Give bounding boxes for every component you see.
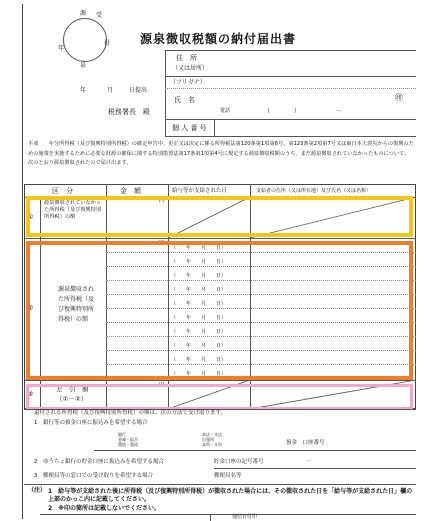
phone-paren-open: （ [264,108,271,115]
date-entry: （ 年 月 日） [171,329,227,335]
header-amount: 金 額 [120,187,141,195]
header-payer: 支給者の住所（又は所在地）及び氏名（又は名称） [256,188,372,194]
name-label: 氏 名 [174,96,195,104]
date-entry: （ 年 月 日） [171,259,227,265]
phone-label: 電話 [220,108,231,114]
deposit-account: 預金 口座番号 [286,440,325,446]
personal-number-label: 個 人 番 号 [172,124,207,132]
yucho-dash: － [306,459,312,465]
form-title: 源泉徴収税額の納付届出書 [140,32,297,46]
notes-label: （注） [28,487,47,494]
furigana-label: （フリガナ） [170,79,206,86]
date-entry: （ 年 月 日） [171,273,227,279]
row3-number: ③ [27,390,34,398]
row2-label: 源泉徴収された所得税（及び復興特別所得税）の額 [58,286,95,323]
refund-item3: 3 郵便局等の窓口での受け取りを希望する場合 [34,473,154,479]
date-entry: （ 年 月 日） [171,371,227,377]
date-year: 年 [80,87,87,94]
post-office-label: 郵便局名等 [214,473,242,479]
bank-kinds-right: 本店・支店 出張所 本所・支所 [202,432,222,447]
stamp-bottom: 泉 [80,62,87,69]
date-month: 月 [107,87,114,94]
tax-office-label: 税務署長 殿 [108,108,150,116]
refund-item2: 2 ゆうちょ銀行の貯金口座に振込みを希望する場合 [34,459,165,465]
address-label: 住 所 [176,54,197,62]
row3-formula: （①－②） [56,395,88,403]
stamp-right: 付 [104,40,111,47]
row2-number: ② [27,304,34,312]
row3-yen: 円 [159,382,165,388]
date-entry: （ 年 月 日） [171,357,227,363]
highlight-yellow [26,196,413,237]
stamp-sub: 受 [96,12,103,19]
header-date: 給与等が支給された日 [172,188,228,194]
yucho-account-label: 貯金口座の記号番号 [214,459,264,465]
row1-label: 源泉徴収されていなかった所得税（及び復興特別所得税）の額 [44,200,102,220]
date-entry: （ 年 月 日） [171,287,227,293]
stamp-left: 年 [58,45,65,52]
note-1: 1 給与等が支給された後に所得税（及び復興特別所得税）が徴収された場合には、その徴収された日を「給与等が支給された日」欄の上部のかっこ内に記載してください。 [48,488,413,503]
stamp-top: 源 [80,10,87,17]
row3-label: 差 引 額 [56,385,89,393]
date-entry: （ 年 月 日） [171,245,227,251]
row2-yen: 円 [159,240,165,246]
row1-number: ① [27,213,34,221]
phone-dash: － [336,108,343,115]
header-kubun: 区 分 [52,187,73,195]
highlight-pink [26,384,413,410]
date-entry: （ 年 月 日） [171,343,227,349]
bottom-label: 通信日付印 [232,514,258,520]
phone-paren-close: ） [294,108,301,115]
seal-mark: ㊞ [395,93,403,102]
refund-item1: 1 銀行等の預金口座に振込みを希望する場合 [34,420,148,426]
address-sub: （又は居所） [172,65,209,72]
highlight-orange [26,241,413,380]
date-entry: （ 年 月 日） [171,315,227,321]
note-2: 2 ※印の箇所は記載しないでください。 [48,505,161,512]
date-entry: （ 年 月 日） [171,301,227,307]
bank-kinds-left: 銀行 金庫・組合 農協・漁協 [118,432,138,447]
row1-yen: 円 [159,198,165,204]
body-text: 平成 年分所得税（及び復興特別所得税）の確定申告中、更正又は決定に係る所得税法第120条第1項第6号、第123条第2項第7号又は東日本大震災からの復興のための施策を実施するために必要な財源の確保に関する特別措置法第17条第1項第4号に規定する源泉徴収税額のうち、まだ源泉徴収されていなかったものについて、次のとおり源泉徴収されたので届け出ます。 [28,141,414,167]
refund-intro: 還付される所得税（及び復興特別所得税）の額は、次の方法で受け取ります。 [34,410,227,416]
date-day: 日提出 [129,87,148,94]
